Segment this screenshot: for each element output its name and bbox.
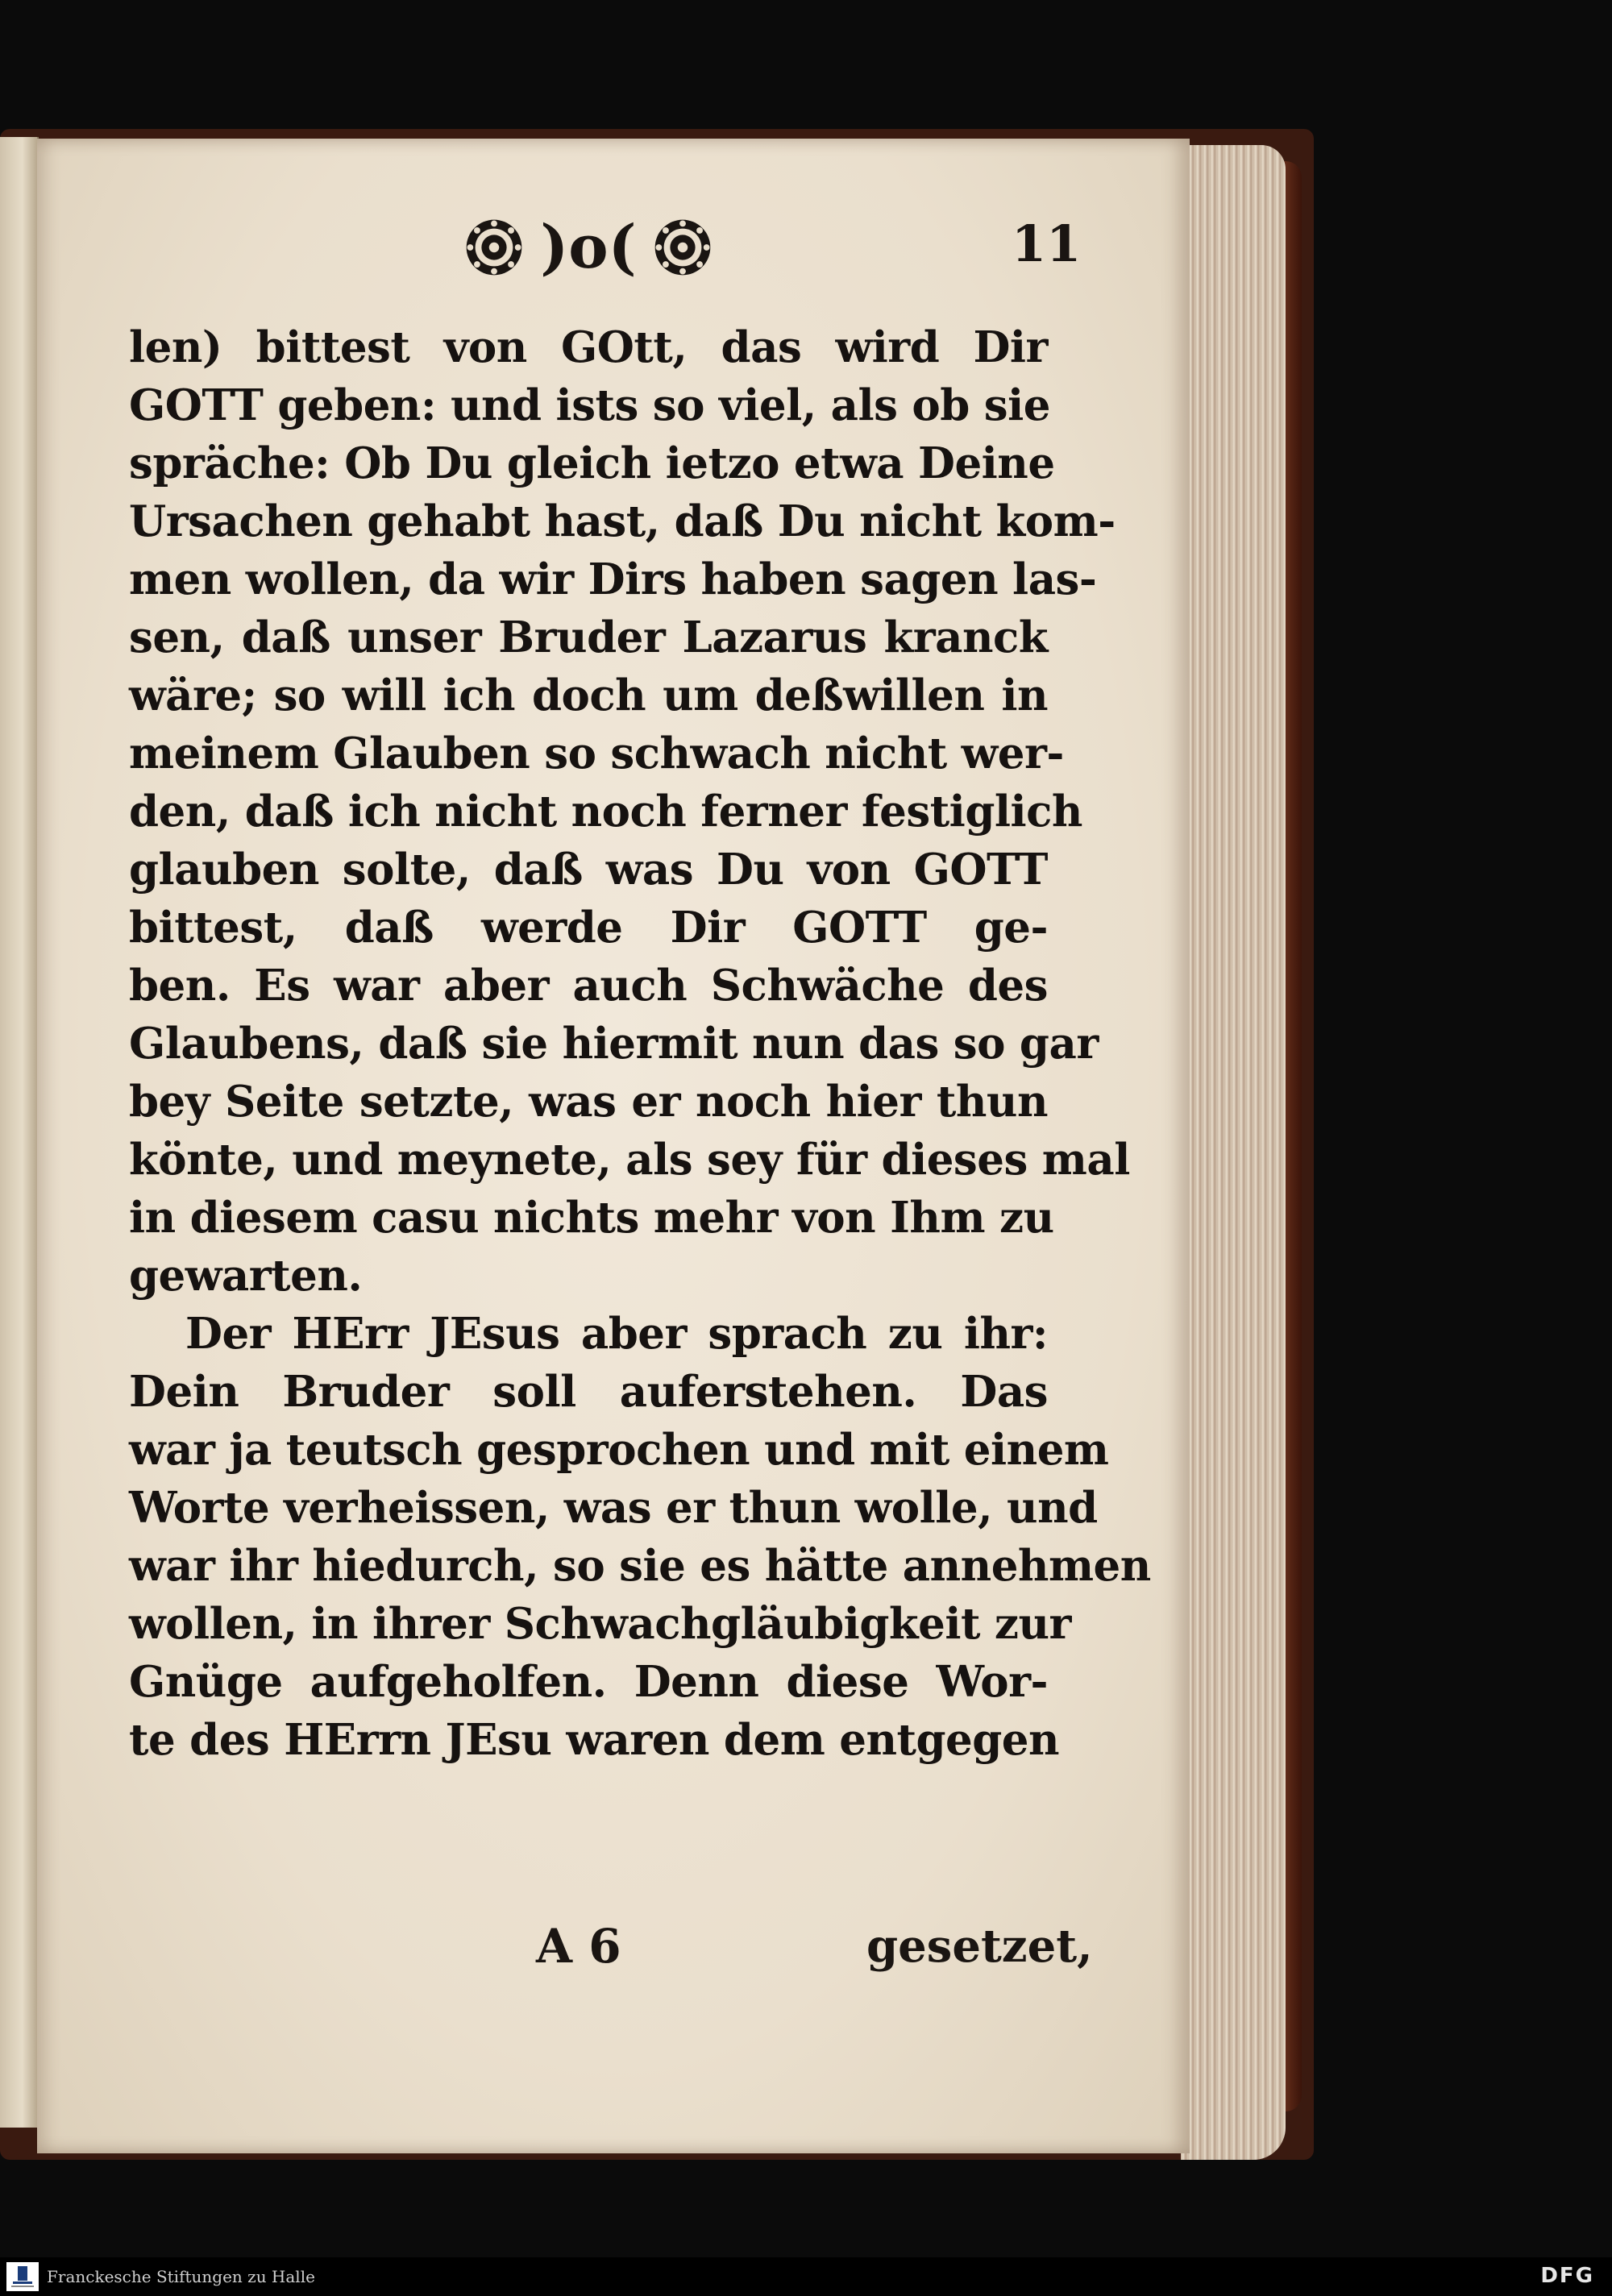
- text-line: Der HErr JEsus aber sprach zu ihr:: [185, 1309, 1048, 1359]
- body-text: [129, 318, 1151, 1769]
- rosette-icon: [463, 216, 526, 279]
- credit-text: Franckesche Stiftungen zu Halle: [47, 2267, 315, 2286]
- footer-bar: [0, 2257, 1612, 2296]
- text-line: wollen, in ihrer Schwachgläubigkeit zur: [129, 1599, 1071, 1649]
- text-line: GOTT geben: und ists so viel, als ob sie: [129, 380, 1050, 430]
- text-line: in diesem casu nichts mehr von Ihm zu: [129, 1193, 1054, 1243]
- text-line: wäre; so will ich doch um deßwillen in: [129, 671, 1048, 720]
- text-line: meinem Glauben so schwach nicht wer-: [129, 729, 1064, 778]
- text-line: ben. Es war aber auch Schwäche des: [129, 961, 1048, 1011]
- text-line: Ursachen gehabt hast, daß Du nicht kom-: [129, 496, 1116, 546]
- text-line: gewarten.: [129, 1251, 363, 1301]
- text-line: war ihr hiedurch, so sie es hätte annehmen: [129, 1541, 1151, 1591]
- rosette-icon: [651, 216, 714, 279]
- header-mark: )o(: [540, 213, 637, 282]
- left-page-edge: [0, 137, 39, 2128]
- page-number: 11: [1012, 214, 1082, 273]
- page-edges: [1181, 145, 1286, 2160]
- text-line: war ja teutsch gesprochen und mit einem: [129, 1425, 1109, 1475]
- catchword: gesetzet,: [866, 1920, 1093, 1973]
- text-line: men wollen, da wir Dirs haben sagen las-: [129, 554, 1097, 604]
- text-line: spräche: Ob Du gleich ietzo etwa Deine: [129, 438, 1055, 488]
- text-line: sen, daß unser Bruder Lazarus kranck: [129, 612, 1048, 662]
- text-line: bey Seite setzte, was er noch hier thun: [129, 1077, 1048, 1127]
- text-line: bittest, daß werde Dir GOTT ge-: [129, 903, 1048, 953]
- text-line: Glaubens, daß sie hiermit nun das so gar: [129, 1019, 1099, 1069]
- text-line: te des HErrn JEsu waren dem entgegen: [129, 1715, 1060, 1765]
- dfg-logo: DFG: [1540, 2264, 1594, 2288]
- text-line: Gnüge aufgeholfen. Denn diese Wor-: [129, 1657, 1048, 1707]
- text-line: len) bittest von GOtt, das wird Dir: [129, 322, 1048, 372]
- signature-mark: A 6: [536, 1919, 621, 1974]
- page-header-ornament: [435, 211, 742, 284]
- text-line: Dein Bruder soll auferstehen. Das: [129, 1367, 1048, 1417]
- text-line: den, daß ich nicht noch ferner festiglich: [129, 787, 1082, 837]
- text-line: glauben solte, daß was Du von GOTT: [129, 845, 1048, 895]
- text-line: Worte verheissen, was er thun wolle, und: [129, 1483, 1098, 1533]
- institution-logo-icon: [6, 2262, 39, 2291]
- text-line: könte, und meynete, als sey für dieses mal: [129, 1135, 1130, 1185]
